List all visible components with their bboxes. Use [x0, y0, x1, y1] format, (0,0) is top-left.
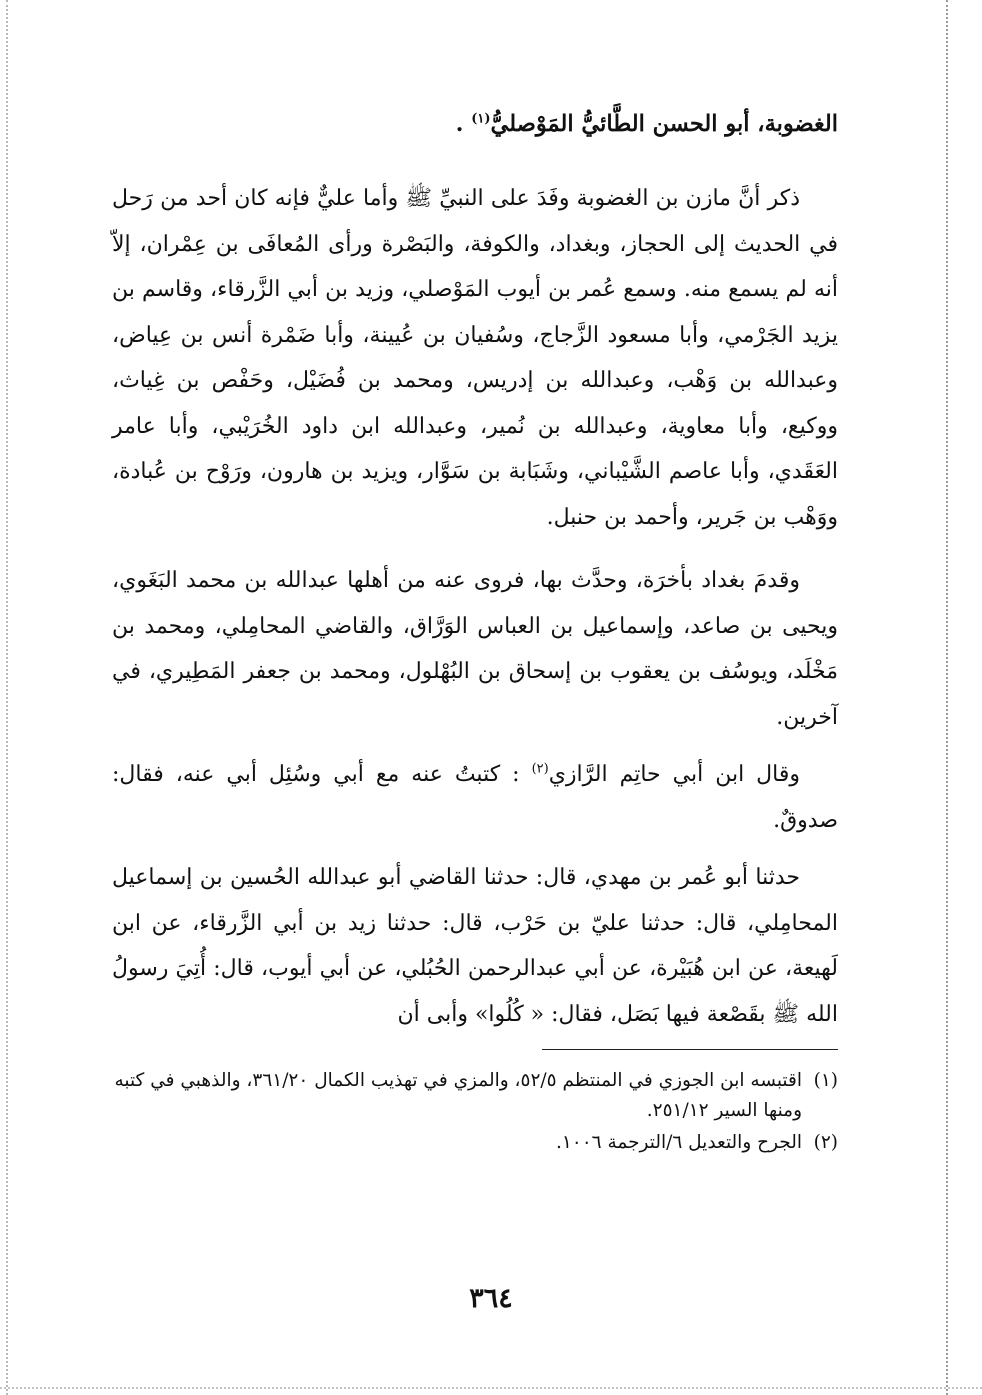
paragraph-hadith-chain: حدثنا أبو عُمر بن مهدي، قال: حدثنا القاضي أبو عبدالله الحُسين بن إسماعيل المحامِلي، قال: حدثنا عليّ بن حَرْب، قال: حدثنا زيد بن أبي الزَّرقاء، عن ابن لَهيعة، عن ابن هُبَيْرة، عن أبي عبدالرحمن الحُبُلي، عن أبي أيوب، قال: أُتِيَ رسولُ الله ﷺ بقَصْعة فيها بَصَل، فقال: « كُلُوا» وأبى أن [112, 865, 838, 1027]
heading-text: الغضوبة، أبو الحسن الطَّائيُّ المَوْصليُّ [490, 111, 838, 137]
paragraph-footnote-ref[interactable]: (٢) [531, 761, 549, 777]
footnote-marker: (١) [813, 1070, 838, 1091]
footnote-marker: (٢) [813, 1132, 838, 1153]
scan-edge-bottom [0, 1387, 982, 1389]
footnote-text: اقتبسه ابن الجوزي في المنتظم ٥٢/٥، والمزي في تهذيب الكمال ٣٦١/٢٠، والذهبي في كتبه ومنها السير ٢٥١/١٢. [114, 1070, 802, 1121]
entry-heading [112, 100, 838, 148]
footnote-separator [542, 1049, 838, 1050]
scan-edge-left [6, 0, 8, 1395]
paragraph-biography: ذكر أنَّ مازن بن الغضوبة وفَدَ على النبيِّ ﷺ وأما عليٌّ فإنه كان أحد من رَحل في الحديث إلى الحجاز، وبغداد، والكوفة، والبَصْرة ورأى المُعافَى بن عِمْران، إلاّ أنه لم يسمع منه. وسمع عُمر بن أيوب المَوْصلي، وزيد بن أبي الزَّرقاء، وقاسم بن يزيد الجَرْمي، وأبا مسعود الزَّجاج، وسُفيان بن عُيينة، وأبا ضَمْرة أنس بن عِياض، وعبدالله بن وَهْب، وعبدالله بن إدريس، ومحمد بن فُضَيْل، وحَفْص بن غِياث، ووكيع، وأبا معاوية، وعبدالله بن نُمير، وعبدالله ابن داود الخُرَيْبي، وأبا عامر العَقَدي، وأبا عاصم الشَّيْباني، وشَبَابة بن سَوَّار، ويزيد بن هارون، ورَوْح بن عُبادة، ووَهْب بن جَرير، وأحمد بن حنبل. [112, 186, 838, 530]
heading-footnote-ref[interactable]: (١) [471, 111, 491, 127]
page-number: ٣٦٤ [469, 1283, 513, 1314]
paragraph-quote-before: وقال ابن أبي حاتِم الرَّازي [548, 762, 800, 787]
paragraph-baghdad: وقدمَ بغداد بأخرَة، وحدَّث بها، فروى عنه من أهلها عبدالله بن محمد البَغَوي، ويحيى بن صاعد، وإسماعيل بن العباس الوَرَّاق، والقاضي المحامِلي، ومحمد بن مَخْلَد، ويوسُف بن يعقوب بن إسحاق بن البُهْلول، ومحمد بن جعفر المَطِيري، في آخرين. [112, 568, 838, 730]
footnote-item [112, 1128, 838, 1158]
paragraph-ibn-abi-hatim [112, 752, 838, 843]
scan-edge-right [946, 0, 948, 1395]
footnote-item [112, 1066, 838, 1126]
paragraph-quote-after: : كتبتُ عنه مع أبي وسُئِل أبي عنه، فقال: صدوقٌ. [112, 762, 838, 833]
footnote-text: الجرح والتعديل ٦/الترجمة ١٠٠٦. [555, 1132, 802, 1153]
footnotes [112, 1066, 838, 1158]
heading-end: . [455, 111, 472, 137]
book-page [112, 100, 838, 1160]
